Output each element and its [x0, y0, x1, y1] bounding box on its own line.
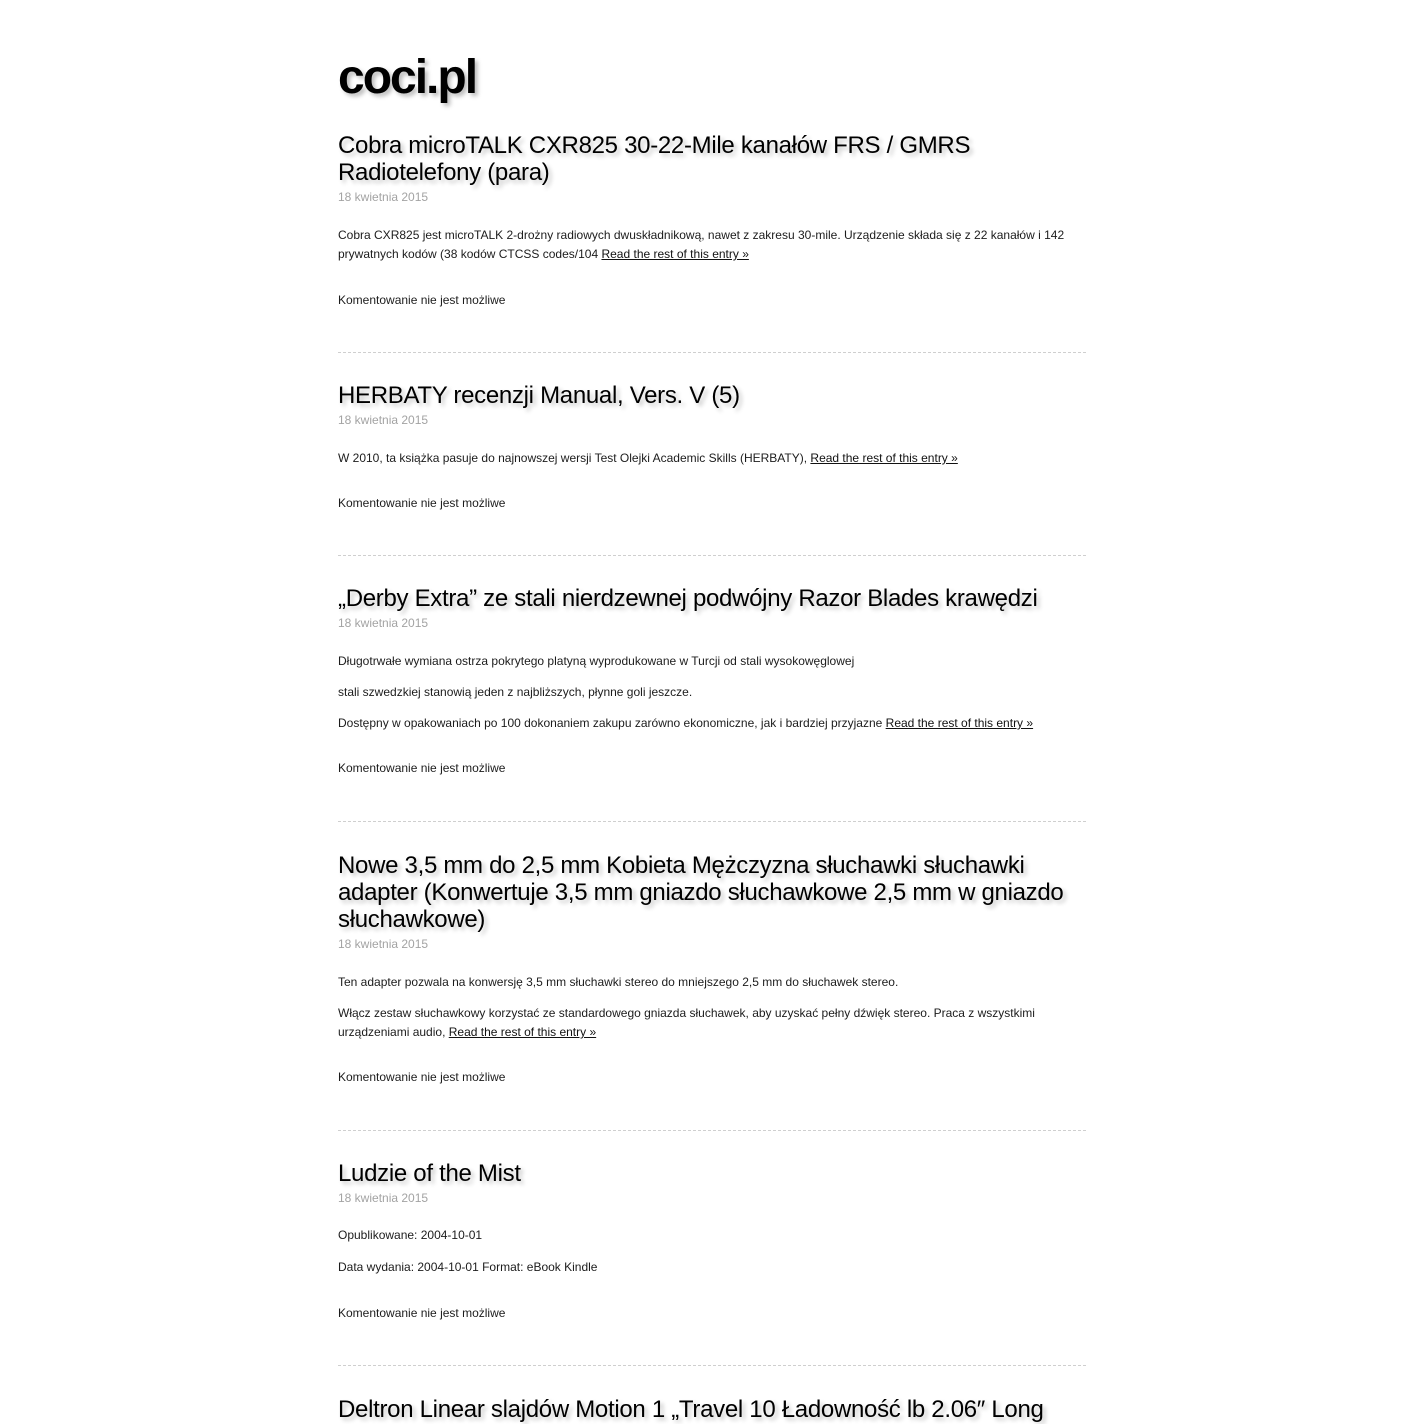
page-content: [338, 0, 1088, 1423]
post-divider: [338, 555, 1086, 556]
comments-status: Komentowanie nie jest możliwe: [338, 496, 506, 510]
read-more-link[interactable]: Read the rest of this entry »: [601, 247, 749, 261]
post: [338, 585, 1088, 776]
post-excerpt: [338, 226, 1088, 264]
post-excerpt: [338, 973, 1088, 1042]
post-title[interactable]: Cobra microTALK CXR825 30-22-Mile kanałów FRS / GMRS Radiotelefony (para): [338, 132, 971, 186]
post-date: 18 kwietnia 2015: [338, 1191, 429, 1205]
comments-status: Komentowanie nie jest możliwe: [338, 1070, 506, 1084]
post: [338, 382, 1088, 511]
read-more-link[interactable]: Read the rest of this entry »: [810, 451, 958, 465]
post-paragraph: Dostępny w opakowaniach po 100 dokonaniem zakupu zarówno ekonomiczne, jak i bardziej przyjazne Read the rest of this entry »: [338, 716, 1034, 730]
post-title[interactable]: Deltron Linear slajdów Motion 1 „Travel 10 Ładowność lb 2.06″ Long: [338, 1396, 1044, 1423]
post-excerpt: [338, 1226, 1088, 1277]
post-date: 18 kwietnia 2015: [338, 616, 429, 630]
post: [338, 132, 1088, 308]
post-paragraph: Cobra CXR825 jest microTALK 2-drożny radiowych dwuskładnikową, nawet z zakresu 30-mile. Urządzenie składa się z 22 kanałów i 142 prywatnych kodów (38 kodów CTCSS codes/104 Read the rest of this entry »: [338, 228, 1065, 261]
post: [338, 852, 1088, 1085]
read-more-link[interactable]: Read the rest of this entry »: [885, 716, 1034, 730]
post-paragraph: stali szwedzkiej stanowią jeden z najbliższych, płynne goli jeszcze.: [338, 685, 693, 699]
post: [338, 1160, 1088, 1321]
post-paragraph: Data wydania: 2004-10-01 Format: eBook Kindle: [338, 1260, 598, 1274]
post-paragraph: Ten adapter pozwala na konwersję 3,5 mm słuchawki stereo do mniejszego 2,5 mm do słuchawek stereo.: [338, 975, 899, 989]
post-date: 18 kwietnia 2015: [338, 190, 429, 204]
post-title[interactable]: „Derby Extra” ze stali nierdzewnej podwójny Razor Blades krawędzi: [338, 585, 1038, 612]
post-excerpt: [338, 449, 1088, 468]
read-more-link[interactable]: Read the rest of this entry »: [448, 1025, 597, 1039]
post-title[interactable]: Nowe 3,5 mm do 2,5 mm Kobieta Mężczyzna słuchawki słuchawki adapter (Konwertuje 3,5 mm gniazdo słuchawkowe 2,5 mm w gniazdo słuchawkowe): [338, 852, 1064, 933]
post-paragraph: Opublikowane: 2004-10-01: [338, 1228, 483, 1242]
post-paragraph: Włącz zestaw słuchawkowy korzystać ze standardowego gniazda słuchawek, aby uzyskać pełny dźwięk stereo. Praca z wszystkimi urządzeniami audio, Read the rest of this entry »: [338, 1006, 1035, 1039]
post-excerpt: [338, 652, 1088, 733]
post-paragraph: W 2010, ta książka pasuje do najnowszej wersji Test Olejki Academic Skills (HERBATY), Read the rest of this entry »: [338, 451, 958, 465]
post-date: 18 kwietnia 2015: [338, 413, 429, 427]
site-title[interactable]: coci.pl: [338, 51, 477, 104]
post-paragraph: Długotrwałe wymiana ostrza pokrytego platyną wyprodukowane w Turcji od stali wysokowęglowej: [338, 654, 855, 668]
post-divider: [338, 821, 1086, 822]
comments-status: Komentowanie nie jest możliwe: [338, 1306, 506, 1320]
post-divider: [338, 352, 1086, 353]
post-divider: [338, 1365, 1086, 1366]
comments-status: Komentowanie nie jest możliwe: [338, 293, 506, 307]
post: [338, 1396, 1088, 1423]
post-title[interactable]: HERBATY recenzji Manual, Vers. V (5): [338, 382, 740, 409]
post-divider: [338, 1130, 1086, 1131]
comments-status: Komentowanie nie jest możliwe: [338, 761, 506, 775]
post-date: 18 kwietnia 2015: [338, 937, 429, 951]
post-title[interactable]: Ludzie of the Mist: [338, 1160, 521, 1187]
